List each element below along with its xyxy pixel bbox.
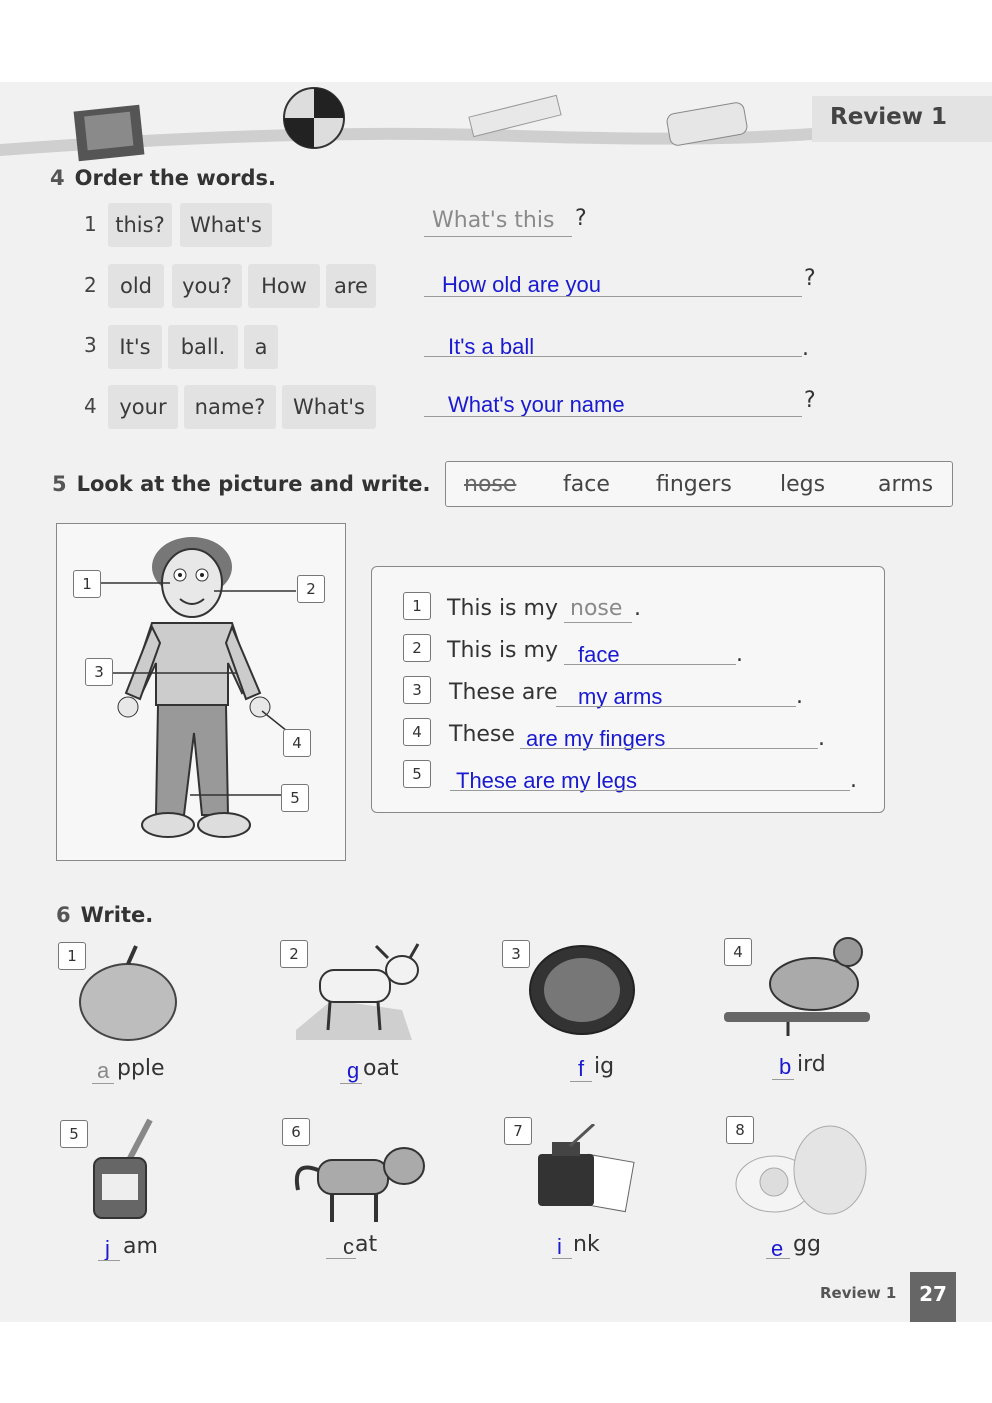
missing-letter: j: [105, 1236, 110, 1261]
apple-icon: [74, 944, 184, 1044]
goat-icon: [292, 940, 432, 1040]
sentence-end: .: [850, 768, 857, 793]
missing-letter: c: [343, 1234, 354, 1259]
ball-icon: [284, 88, 344, 148]
sentence-number: 2: [403, 634, 431, 662]
ex4-answer: How old are you: [442, 272, 601, 297]
sentence-prefix: This is my: [447, 596, 558, 621]
picture-label-4: 4: [283, 729, 311, 757]
letter-line: [340, 1083, 362, 1084]
ex4-item-number: 4: [84, 394, 97, 418]
sentence-prefix: These: [449, 722, 515, 747]
sentence-prefix: This is my: [447, 638, 558, 663]
word-chip: What's: [282, 385, 376, 429]
word-rest: am: [123, 1234, 158, 1259]
exercise-6-number: 6: [56, 903, 71, 927]
missing-letter: e: [771, 1236, 784, 1261]
exercise-4-number: 4: [50, 166, 65, 190]
jam-icon: [88, 1116, 168, 1222]
sentence-prefix: These are: [449, 680, 558, 705]
word-chip: are: [326, 264, 376, 308]
ex4-end-mark: ?: [575, 206, 587, 231]
word-chip: It's: [108, 325, 162, 369]
cat-icon: [288, 1140, 438, 1226]
answer-line: [556, 706, 796, 707]
answer-line: [520, 748, 818, 749]
ex4-item-number: 1: [84, 212, 97, 236]
word-bank-item: fingers: [656, 472, 732, 497]
word-bank-item-used: nose: [464, 472, 517, 497]
exercise-6-heading: [56, 903, 153, 927]
answer-line: [450, 790, 850, 791]
sentence-end: .: [736, 642, 743, 667]
word-bank-item: arms: [878, 472, 934, 497]
letter-line: [98, 1260, 120, 1261]
exercise-4-title: Order the words.: [74, 166, 277, 190]
word-rest: at: [355, 1232, 378, 1257]
word-chip: you?: [172, 264, 242, 308]
word-chip: How: [248, 264, 320, 308]
word-chip: name?: [184, 385, 276, 429]
answer-line: [564, 622, 632, 623]
answer-line: [424, 356, 802, 357]
ex4-end-mark: ?: [804, 266, 816, 291]
sentence-answer: my arms: [578, 684, 663, 709]
missing-letter: i: [557, 1234, 562, 1259]
page-number: 27: [919, 1282, 947, 1306]
word-chip: ball.: [168, 325, 238, 369]
sentence-end: .: [796, 684, 803, 709]
word-rest: oat: [363, 1056, 399, 1081]
answer-line: [424, 416, 802, 417]
sentence-number: 3: [403, 676, 431, 704]
picture-label-2: 2: [297, 575, 325, 603]
missing-letter: g: [347, 1058, 360, 1083]
ex4-item-number: 2: [84, 273, 97, 297]
word-rest: ird: [797, 1052, 826, 1077]
letter-line: [772, 1079, 794, 1080]
picture-number: 6: [282, 1118, 310, 1146]
missing-letter: b: [779, 1054, 792, 1079]
word-chip: What's: [180, 203, 272, 247]
picture-number: 8: [726, 1116, 754, 1144]
picture-label-1: 1: [73, 570, 101, 598]
letter-line: [552, 1258, 572, 1259]
sentence-number: 4: [403, 718, 431, 746]
exercise-5-title: Look at the picture and write.: [76, 472, 431, 496]
missing-letter: f: [578, 1056, 585, 1081]
letter-line: [570, 1081, 592, 1082]
sentence-answer: are my fingers: [526, 726, 666, 751]
picture-label-3: 3: [85, 658, 113, 686]
fig-icon: [526, 938, 638, 1038]
answer-line: [564, 664, 736, 665]
word-bank-item: face: [563, 472, 610, 497]
exercise-5-heading: [52, 472, 430, 496]
picture-number: 2: [280, 940, 308, 968]
answer-line: [424, 236, 572, 237]
word-rest: ig: [594, 1054, 615, 1079]
letter-line: [326, 1258, 356, 1259]
exercise-4-heading: [50, 166, 276, 190]
footer-label: Review 1: [820, 1284, 897, 1302]
sentence-answer: These are my legs: [456, 768, 637, 793]
word-bank-item: legs: [780, 472, 826, 497]
picture-label-5: 5: [281, 784, 309, 812]
word-chip: this?: [108, 203, 172, 247]
egg-icon: [728, 1124, 878, 1220]
sentence-number: 1: [403, 592, 431, 620]
bird-icon: [722, 932, 872, 1042]
exercise-5-number: 5: [52, 472, 67, 496]
word-chip: a: [244, 325, 278, 369]
sentence-example-answer: nose: [570, 596, 623, 621]
word-rest: gg: [793, 1232, 821, 1257]
picture-number: 3: [502, 940, 530, 968]
review-title: Review 1: [830, 104, 948, 130]
book-icon: [74, 105, 145, 162]
picture-number: 4: [724, 938, 752, 966]
word-rest: nk: [573, 1232, 600, 1257]
word-chip: old: [108, 264, 164, 308]
ex4-end-mark: .: [802, 336, 809, 361]
ex4-example-answer: What's this: [432, 208, 555, 233]
sentence-end: .: [818, 726, 825, 751]
picture-number: 5: [60, 1120, 88, 1148]
word-rest: pple: [117, 1056, 165, 1081]
sentence-answer: face: [578, 642, 620, 667]
exercise-6-title: Write.: [80, 903, 154, 927]
letter-line: [92, 1083, 114, 1084]
ex4-answer: What's your name: [448, 392, 625, 417]
word-chip: your: [108, 385, 178, 429]
missing-letter: a: [97, 1058, 110, 1083]
ink-icon: [508, 1124, 638, 1220]
ex4-item-number: 3: [84, 333, 97, 357]
letter-line: [766, 1258, 790, 1259]
ex4-end-mark: ?: [804, 388, 816, 413]
picture-number: 1: [58, 942, 86, 970]
sentence-number: 5: [403, 760, 431, 788]
sentence-end: .: [634, 596, 641, 621]
answer-line: [424, 296, 802, 297]
picture-number: 7: [504, 1117, 532, 1145]
ex4-answer: It's a ball: [448, 334, 535, 359]
